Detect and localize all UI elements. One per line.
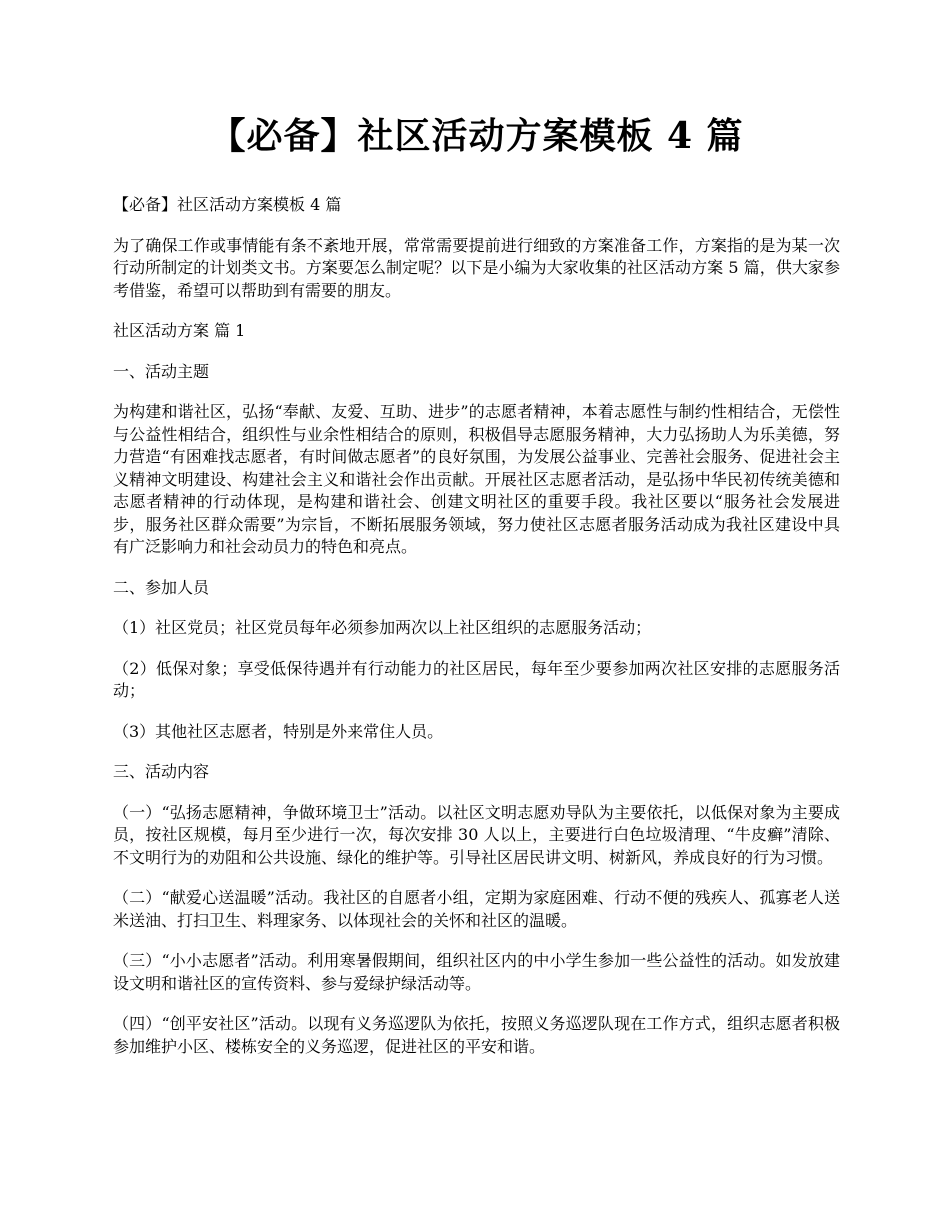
content-item-2: （二）“献爱心送温暖”活动。我社区的自愿者小组，定期为家庭困难、行动不便的残疾人、孤寡老人送米送油、打扫卫生、料理家务、以体现社会的关怀和社区的温暖。 — [113, 888, 840, 930]
intro-paragraph: 为了确保工作或事情能有条不紊地开展，常常需要提前进行细致的方案准备工作，方案指的是为某一次行动所制定的计划类文书。方案要怎么制定呢？以下是小编为大家收集的社区活动方案 5 篇，供大家参考借鉴，希望可以帮助到有需要的朋友。 — [113, 235, 840, 300]
subtitle-line: 【必备】社区活动方案模板 4 篇 — [113, 195, 342, 214]
section-heading-plan-1: 社区活动方案 篇 1 — [113, 321, 246, 340]
section-heading-theme: 一、活动主题 — [113, 361, 210, 381]
participant-item-3: （3）其他社区志愿者，特别是外来常住人员。 — [113, 721, 444, 741]
section-heading-content: 三、活动内容 — [113, 762, 210, 781]
content-item-1: （一）“弘扬志愿精神，争做环境卫士”活动。以社区文明志愿劝导队为主要依托，以低保对象为主要成员，按社区规模，每月至少进行一次，每次安排 30 人以上，主要进行白色垃圾清理、“牛皮癣”清除、不文明行为的劝阻和公共设施、绿化的维护等。引导社区居民讲文明、树新风，养成良好的行为习惯。 — [113, 802, 840, 867]
participant-item-1: （1）社区党员；社区党员每年必须参加两次以上社区组织的志愿服务活动； — [113, 618, 652, 637]
content-item-4: （四）“创平安社区”活动。以现有义务巡逻队为依托，按照义务巡逻队现在工作方式，组织志愿者积极参加维护小区、楼栋安全的义务巡逻，促进社区的平安和谐。 — [113, 1014, 840, 1056]
theme-paragraph: 为构建和谐社区，弘扬“奉献、友爱、互助、进步”的志愿者精神，本着志愿性与制约性相结合，无偿性与公益性相结合，组织性与业余性相结合的原则，积极倡导志愿服务精神，大力弘扬助人为乐美德，努力营造“有困难找志愿者，有时间做志愿者”的良好氛围，为发展公益事业、完善社会服务、促进社会主义精神文明建设、构建社会主义和谐社会作出贡献。开展社区志愿者活动，是弘扬中华民初传统美德和志愿者精神的行动体现，是构建和谐社会、创建文明社区的重要手段。我社区要以“服务社会发展进步，服务社区群众需要”为宗旨，不断拓展服务领域，努力使社区志愿者服务活动成为我社区建设中具有广泛影响力和社会动员力的特色和亮点。 — [113, 402, 840, 556]
document-page — [113, 108, 840, 1076]
section-heading-participants: 二、参加人员 — [113, 577, 210, 597]
content-item-3: （三）“小小志愿者”活动。利用寒暑假期间，组织社区内的中小学生参加一些公益性的活动。如发放建设文明和谐社区的宣传资料、参与爱绿护绿活动等。 — [113, 951, 840, 993]
document-title: 【必备】社区活动方案模板 4 篇 — [209, 115, 744, 157]
participant-item-2: （2）低保对象；享受低保待遇并有行动能力的社区居民，每年至少要参加两次社区安排的志愿服务活动； — [113, 658, 840, 700]
